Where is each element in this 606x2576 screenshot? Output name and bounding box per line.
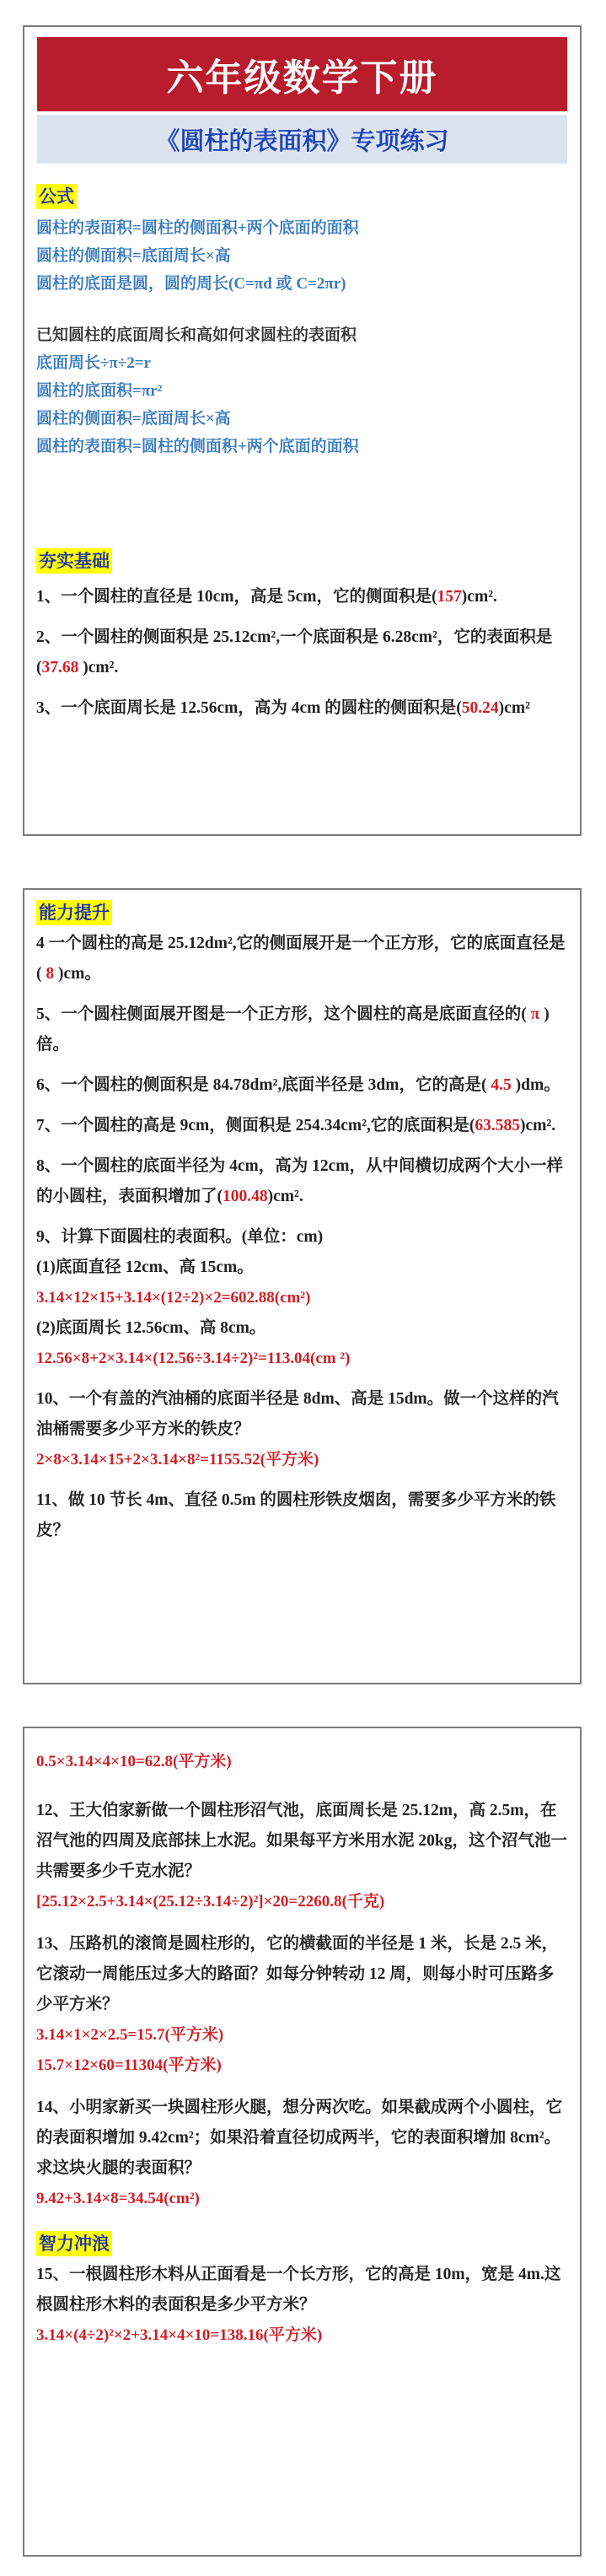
basics-tag: 夯实基础 — [36, 548, 112, 574]
formula-step: 圆柱的表面积=圆柱的侧面积+两个底面的面积 — [36, 438, 359, 455]
formula-section — [36, 184, 568, 461]
answer-5: π — [526, 1005, 544, 1023]
question-9: 9、计算下面圆柱的表面积。(单位：cm) — [36, 1228, 324, 1246]
question-15: 15、一根圆柱形木料从正面看是一个长方形，它的高是 10m，宽是 4m.这根圆柱形木料的表面积是多少平方米？ — [36, 2266, 561, 2314]
page-subtitle: 《圆柱的表面积》专项练习 — [37, 115, 567, 164]
page-title: 六年级数学下册 — [37, 37, 567, 111]
answer-6: 4.5 — [486, 1076, 516, 1094]
question-8: 8、一个圆柱的底面半径为 4cm，高为 12cm，从中间横切成两个大小一样的小圆柱，表面积增加了(100.48)cm². — [36, 1157, 564, 1205]
solution-12: [25.12×2.5+3.14×(25.12÷3.14÷2)²]×20=2260.8(千克) — [36, 1893, 385, 1910]
formula-step: 底面周长÷π÷2=r — [36, 354, 152, 372]
formula-step: 圆柱的侧面积=底面周长×高 — [36, 410, 231, 428]
question-9b: (2)底面周长 12.56cm、高 8cm。 — [36, 1319, 266, 1337]
worksheet-card-3 — [23, 1727, 582, 2557]
question-4: 4 一个圆柱的高是 25.12dm²,它的侧面展开是一个正方形，它的底面直径是( 8 )cm。 — [36, 935, 566, 983]
answer-2: 37.68 — [41, 659, 79, 676]
question-3: 3、一个底面周长是 12.56cm，高为 4cm 的圆柱的侧面积是(50.24)cm² — [36, 699, 530, 717]
answer-3: 50.24 — [461, 699, 499, 717]
question-14: 14、小明家新买一块圆柱形火腿，想分两次吃。如果截成两个小圆柱，它的表面积增加 9.42cm²；如果沿着直径切成两半，它的表面积增加 8cm²。求这块火腿的表面积？ — [36, 2099, 563, 2177]
question-6: 6、一个圆柱的侧面积是 84.78dm²,底面半径是 3dm，它的高是( 4.5 )dm。 — [36, 1076, 560, 1094]
formula-step: 圆柱的底面积=πr² — [36, 382, 163, 400]
applied-section — [36, 1747, 568, 2351]
advanced-tag: 能力提升 — [36, 900, 112, 925]
worksheet-card-1 — [23, 25, 582, 836]
challenge-tag: 智力冲浪 — [36, 2231, 112, 2256]
question-13: 13、压路机的滚筒是圆柱形的，它的横截面的半径是 1 米，长是 2.5 米，它滚动一周能压过多大的路面？如每分钟转动 12 周，则每小时可压路多少平方米？ — [36, 1935, 559, 2013]
formula-tag: 公式 — [36, 184, 77, 209]
question-1: 1、一个圆柱的直径是 10cm，高是 5cm，它的侧面积是(157)cm². — [36, 588, 497, 606]
advanced-section — [36, 900, 568, 1546]
solution-14: 9.42+3.14×8=34.54(cm²) — [36, 2190, 200, 2207]
solution-15: 3.14×(4÷2)²×2+3.14×4×10=138.16(平方米) — [36, 2326, 323, 2344]
answer-7: 63.585 — [475, 1117, 521, 1134]
question-2: 2、一个圆柱的侧面积是 25.12cm²,一个底面积是 6.28cm²，它的表面积是(37.68 )cm². — [36, 628, 553, 676]
answer-1: 157 — [437, 588, 462, 606]
answer-8: 100.48 — [223, 1188, 268, 1205]
solution-13a: 3.14×1×2×2.5=15.7(平方米) — [36, 2026, 224, 2044]
answer-4: 8 — [41, 965, 58, 983]
formula-line: 圆柱的表面积=圆柱的侧面积+两个底面的面积 — [36, 219, 359, 237]
question-7: 7、一个圆柱的高是 9cm，侧面积是 254.34cm²,它的底面积是(63.585)cm². — [36, 1117, 556, 1134]
solution-9a: 3.14×12×15+3.14×(12÷2)×2=602.88(cm²) — [36, 1289, 311, 1307]
formula-line: 圆柱的侧面积=底面周长×高 — [36, 247, 231, 265]
solution-11: 0.5×3.14×4×10=62.8(平方米) — [36, 1753, 232, 1770]
question-5: 5、一个圆柱侧面展开图是一个正方形，这个圆柱的高是底面直径的( π )倍。 — [36, 1005, 550, 1054]
formula-line: 圆柱的底面是圆，圆的周长(C=πd 或 C=2πr) — [36, 275, 346, 293]
solution-9b: 12.56×8+2×3.14×(12.56÷3.14÷2)²=113.04(cm ²) — [36, 1350, 351, 1367]
solution-10: 2×8×3.14×15+2×3.14×8²=1155.52(平方米) — [36, 1451, 319, 1469]
worksheet-card-2 — [23, 888, 582, 1684]
question-12: 12、王大伯家新做一个圆柱形沼气池，底面周长是 25.12m，高 2.5m，在沼气池的四周及底部抹上水泥。如果每平方米用水泥 20kg，这个沼气池一共需要多少千克水泥？ — [36, 1802, 567, 1880]
question-11: 11、做 10 节长 4m、直径 0.5m 的圆柱形铁皮烟囱，需要多少平方米的铁皮？ — [36, 1491, 556, 1539]
formula-intro: 已知圆柱的底面周长和高如何求圆柱的表面积 — [36, 326, 357, 344]
question-10: 10、一个有盖的汽油桶的底面半径是 8dm、高是 15dm。做一个这样的汽油桶需要多少平方米的铁皮？ — [36, 1390, 559, 1438]
question-9a: (1)底面直径 12cm、高 15cm。 — [36, 1258, 254, 1276]
solution-13b: 15.7×12×60=11304(平方米) — [36, 2056, 222, 2074]
basics-section — [36, 548, 568, 724]
